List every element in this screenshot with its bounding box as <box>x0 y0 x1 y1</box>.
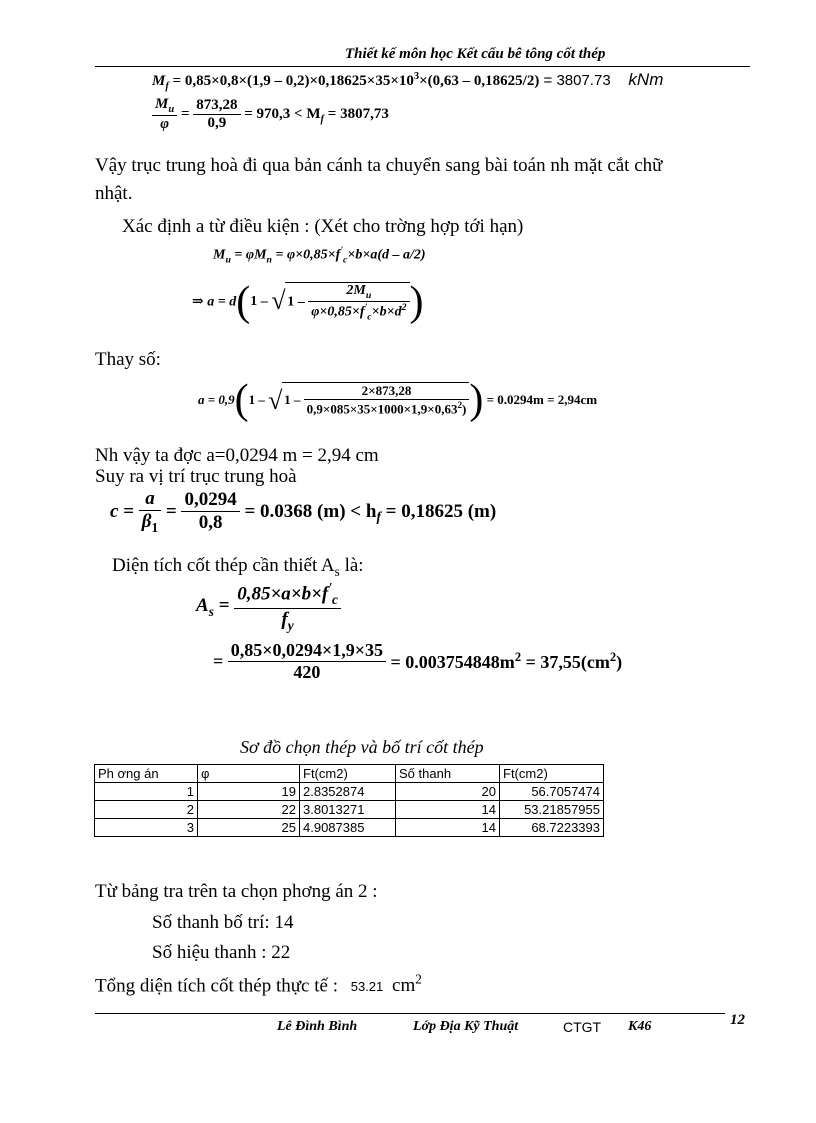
value-fraction: $\frac{873,28}{0,9}$ <box>193 97 240 132</box>
header-cell: Ft(cm2) <box>500 765 604 783</box>
header-title: Thiết kế môn học Kết cấu bê tông cốt thép <box>345 46 606 62</box>
paragraph-bar-size: Số hiệu thanh : 22 <box>152 942 291 963</box>
paragraph-substitute: Thay số: <box>95 349 161 370</box>
as-numeric-equation: = $\frac{0,85\times 0,0294\times 1,9\times 35}{420}$ = $0.003754848m^2 = 37,55(cm^2)$ <box>213 640 623 682</box>
total-area-value: 53.21 <box>350 979 384 995</box>
paragraph-choose-option: Từ bảng tra trên ta chọn phơng án 2 : <box>95 881 378 902</box>
steel-options-table <box>94 764 604 837</box>
mf-equation: $M_f = 0,85\times 0,8\times(1,9 - 0,2)\times 0,18625\times 35\times 10^3\times(0,63 - 0,18625/2) = 3807.73$ kNm <box>152 70 664 92</box>
header-cell: Số thanh <box>396 765 500 783</box>
paragraph-determine-a: Xác định a từ điều kiện : (Xét cho trờng hợp tới hạn) <box>122 216 524 237</box>
page-number: 12 <box>730 1012 745 1028</box>
footer-author: Lê Đình Bình <box>277 1019 358 1034</box>
header-cell: φ <box>198 765 300 783</box>
table-cell: 25 <box>198 819 300 837</box>
table-cell: 56.7057474 <box>500 783 604 801</box>
mu-equation: $M_u = \varphi M_n = \varphi\times 0,85\times f'_c\times b\times a(d - a/2)$ <box>213 245 426 266</box>
mu-over-phi-fraction: $\frac{M_u}{\varphi}$ <box>152 96 177 133</box>
table-row <box>95 783 604 801</box>
table-cell: 14 <box>396 819 500 837</box>
total-area-unit: $cm^2$ <box>392 972 422 997</box>
as-formula: $A_s$ = $\frac{0,85\times a\times b\times f'_c}{f_y}$ <box>196 580 341 634</box>
paragraph-bar-count: Số thanh bố trí: 14 <box>152 912 294 933</box>
table-cell: 3.8013271 <box>300 801 396 819</box>
table-cell: 53.21857955 <box>500 801 604 819</box>
header-rule <box>95 66 750 67</box>
paragraph-neutral-axis-position: Suy ra vị trí trục trung hoà <box>95 466 297 487</box>
footer-class: Lớp Địa Kỹ Thuật <box>413 1019 519 1034</box>
table-cell: 3 <box>95 819 198 837</box>
a-substituted-equation: a = 0,9(1 – √ 1 – $\frac{2\times 873,28}{0,9\times 085\times 35\times 1000\times 1,9\times 0,63^2)}$ ) = 0.0294m = 2,94cm <box>198 376 597 424</box>
c-equation: c = $\frac{a}{\beta_1}$ = $\frac{0,0294}{0,8}$ = 0.0368 $(m) < h_f = 0,18625$ (m) <box>110 488 497 535</box>
table-cell: 22 <box>198 801 300 819</box>
table-cell: 1 <box>95 783 198 801</box>
table-cell: 68.7223393 <box>500 819 604 837</box>
paragraph-a-result: Nh vậy ta đợc a=0,0294 m = 2,94 cm <box>95 445 379 466</box>
table-row <box>95 801 604 819</box>
paragraph-neutral-axis-line1: Vậy trục trung hoà đi qua bản cánh ta chuyển sang bài toán nh mặt cắt chữ <box>95 155 663 176</box>
table-cell: 2 <box>95 801 198 819</box>
paragraph-total-area: Tổng diện tích cốt thép thực tế : 53.21 $cm^2$ <box>95 972 422 997</box>
footer-cohort: K46 <box>628 1019 652 1034</box>
mu-comparison-equation: $\frac{M_u}{\varphi}$ = $\frac{873,28}{0,9}$ = $970,3 < M_f = 3807,73$ <box>152 96 389 133</box>
header-cell: Ft(cm2) <box>300 765 396 783</box>
paragraph-neutral-axis-line2: nhật. <box>95 183 133 204</box>
table-header-row <box>95 765 604 783</box>
table-row <box>95 819 604 837</box>
paragraph-steel-area: Diện tích cốt thép cần thiết $A_s$ là: <box>112 555 364 579</box>
header-cell: Ph ơng án <box>95 765 198 783</box>
footer-rule <box>95 1013 725 1014</box>
table-cell: 4.9087385 <box>300 819 396 837</box>
table-cell: 14 <box>396 801 500 819</box>
a-formula: ⇒ a = d(1 – √ 1 – $\frac{2M_u}{\varphi\times 0,85\times f'_c\times b\times d^2}$ ) <box>192 278 424 326</box>
table-cell: 20 <box>396 783 500 801</box>
footer-program: CTGT <box>563 1019 602 1035</box>
table-caption: Sơ đồ chọn thép và bố trí cốt thép <box>240 737 484 757</box>
table-cell: 2.8352874 <box>300 783 396 801</box>
table-cell: 19 <box>198 783 300 801</box>
